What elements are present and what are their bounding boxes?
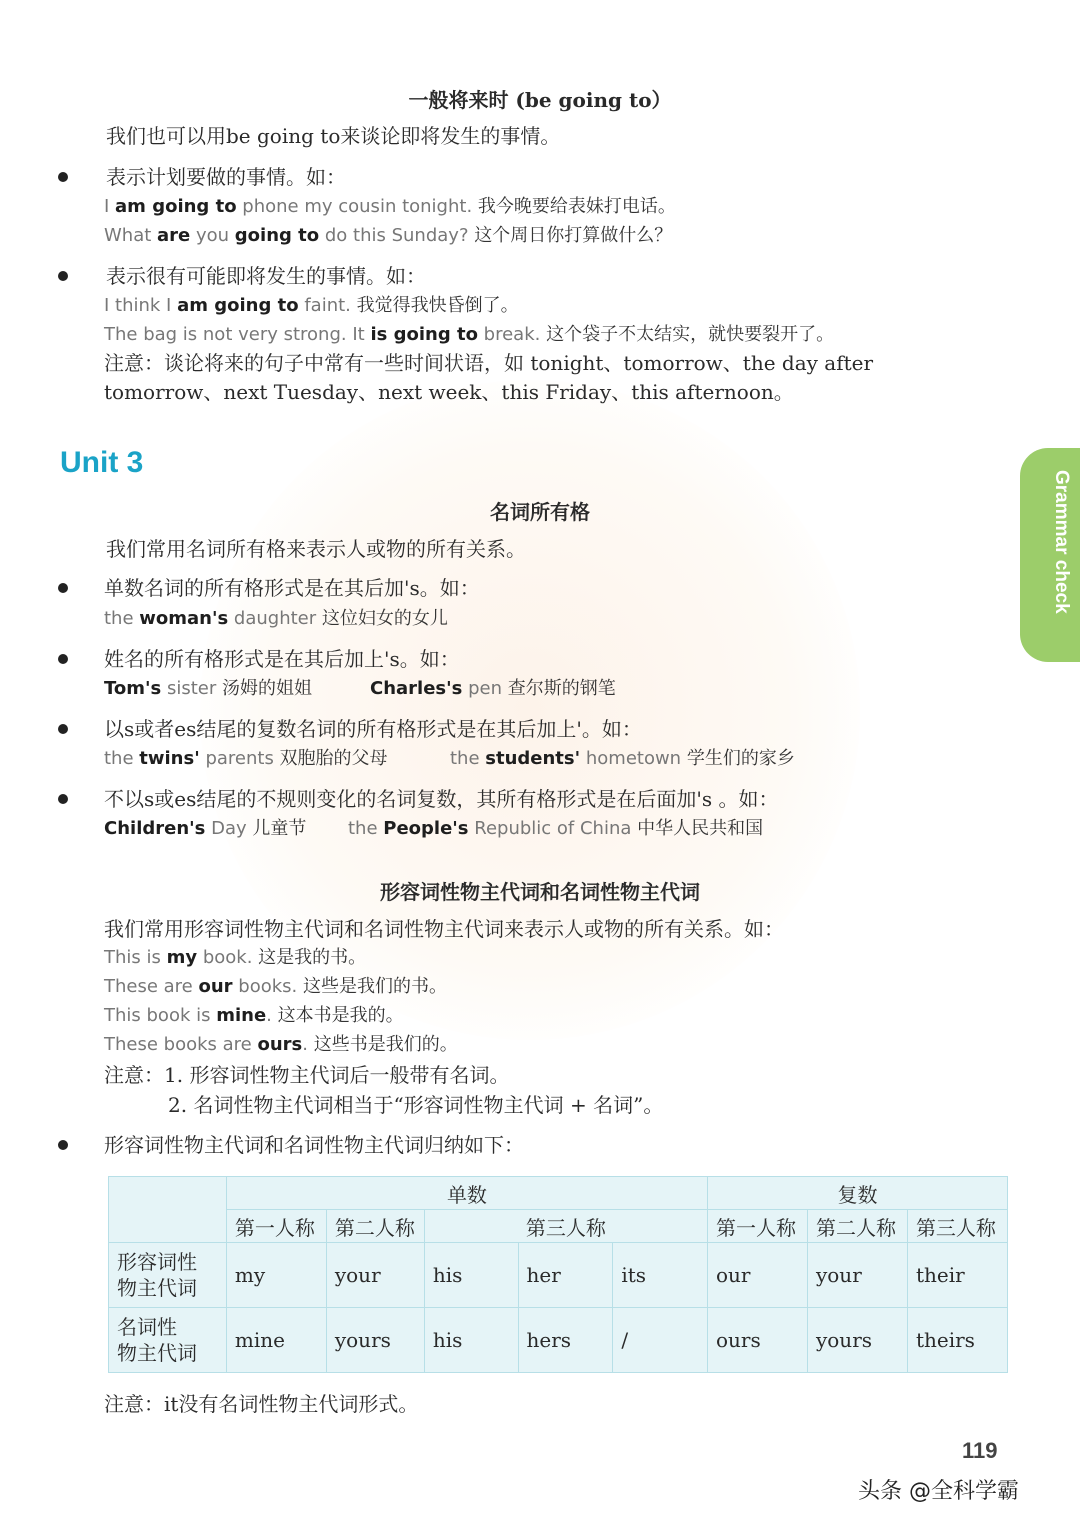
section-title-possessive-pronouns: 形容词性物主代词和名词性物主代词 bbox=[380, 880, 700, 904]
table-cell: yours bbox=[326, 1308, 424, 1373]
example-sentence: This book is mine. 这本书是我的。 bbox=[104, 1005, 404, 1026]
table-cell: her bbox=[518, 1243, 613, 1308]
table-cell: yours bbox=[807, 1308, 907, 1373]
table-cell: your bbox=[326, 1243, 424, 1308]
example-phrase: the People's Republic of China 中华人民共和国 bbox=[348, 818, 764, 839]
note-text: tomorrow、next Tuesday、next week、this Friday、this afternoon。 bbox=[104, 380, 794, 404]
table-cell: / bbox=[613, 1308, 708, 1373]
bullet-icon bbox=[58, 724, 68, 734]
example-sentence: What are you going to do this Sunday? 这个周日你打算做什么？ bbox=[104, 225, 673, 246]
table-cell: ours bbox=[708, 1308, 808, 1373]
example-sentence: These are our books. 这些是我们的书。 bbox=[104, 976, 447, 997]
example-sentence: These books are ours. 这些书是我们的。 bbox=[104, 1034, 458, 1055]
example-sentence: This is my book. 这是我的书。 bbox=[104, 947, 367, 968]
bullet-text: 表示很有可能即将发生的事情。如： bbox=[106, 264, 426, 288]
bullet-icon bbox=[58, 271, 68, 281]
table-cell: your bbox=[807, 1243, 907, 1308]
table-cell: its bbox=[613, 1243, 708, 1308]
note-text: 2. 名词性物主代词相当于“形容词性物主代词 + 名词”。 bbox=[168, 1093, 664, 1117]
example-phrase: Tom's sister 汤姆的姐姐 bbox=[104, 678, 312, 699]
table-header-person: 第三人称 bbox=[907, 1210, 1007, 1243]
example-sentence: I am going to phone my cousin tonight. 我今晚要给表妹打电话。 bbox=[104, 196, 676, 217]
table-header-plural: 复数 bbox=[708, 1177, 1008, 1210]
example-phrase: Charles's pen 查尔斯的钢笔 bbox=[370, 678, 616, 699]
table-row bbox=[109, 1308, 1008, 1373]
note-text: 注意：it没有名词性物主代词形式。 bbox=[104, 1392, 419, 1416]
bullet-text: 表示计划要做的事情。如： bbox=[106, 165, 346, 189]
table-cell: his bbox=[424, 1243, 518, 1308]
table-cell: our bbox=[708, 1243, 808, 1308]
source-watermark: 头条 @全科学霸 bbox=[858, 1479, 1019, 1504]
table-corner-cell bbox=[109, 1177, 227, 1243]
example-sentence: The bag is not very strong. It is going to break. 这个袋子不太结实，就快要裂开了。 bbox=[104, 324, 835, 345]
table-cell: his bbox=[424, 1308, 518, 1373]
table-header-person: 第二人称 bbox=[807, 1210, 907, 1243]
example-phrase: Children's Day 儿童节 bbox=[104, 818, 307, 839]
unit-heading: Unit 3 bbox=[60, 446, 144, 479]
example-phrase: the students' hometown 学生们的家乡 bbox=[450, 748, 795, 769]
bullet-icon bbox=[58, 794, 68, 804]
page-number: 119 bbox=[962, 1438, 998, 1463]
table-row-label: 名词性 物主代词 bbox=[109, 1308, 227, 1373]
section-title-possessive: 名词所有格 bbox=[490, 500, 590, 524]
bullet-text: 单数名词的所有格形式是在其后加's。如： bbox=[104, 576, 480, 600]
intro-text: 我们常用形容词性物主代词和名词性物主代词来表示人或物的所有关系。如： bbox=[104, 917, 784, 941]
table-header-person: 第一人称 bbox=[226, 1210, 326, 1243]
table-cell: theirs bbox=[907, 1308, 1007, 1373]
table-header-person: 第三人称 bbox=[424, 1210, 707, 1243]
table-cell: hers bbox=[518, 1308, 613, 1373]
table-row bbox=[109, 1243, 1008, 1308]
table-cell: their bbox=[907, 1243, 1007, 1308]
intro-text: 我们也可以用be going to来谈论即将发生的事情。 bbox=[106, 124, 561, 148]
bullet-text: 不以s或es结尾的不规则变化的名词复数，其所有格形式是在后面加's 。如： bbox=[104, 787, 779, 811]
bullet-text: 姓名的所有格形式是在其后加上's。如： bbox=[104, 647, 460, 671]
table-cell: my bbox=[226, 1243, 326, 1308]
table-header-person: 第二人称 bbox=[326, 1210, 424, 1243]
table-header-person: 第一人称 bbox=[708, 1210, 808, 1243]
bullet-text: 形容词性物主代词和名词性物主代词归纳如下： bbox=[104, 1133, 524, 1157]
bullet-icon bbox=[58, 1140, 68, 1150]
example-phrase: the woman's daughter 这位妇女的女儿 bbox=[104, 608, 448, 629]
bullet-icon bbox=[58, 583, 68, 593]
table-header-singular: 单数 bbox=[226, 1177, 707, 1210]
example-phrase: the twins' parents 双胞胎的父母 bbox=[104, 748, 388, 769]
section-title-be-going-to: 一般将来时 (be going to） bbox=[408, 88, 672, 112]
table-cell: mine bbox=[226, 1308, 326, 1373]
pronoun-table bbox=[108, 1176, 1008, 1373]
bullet-icon bbox=[58, 654, 68, 664]
bullet-icon bbox=[58, 172, 68, 182]
table-row-label: 形容词性 物主代词 bbox=[109, 1243, 227, 1308]
side-tab-grammar-check: Grammar check bbox=[1020, 448, 1080, 662]
example-sentence: I think I am going to faint. 我觉得我快昏倒了。 bbox=[104, 295, 519, 316]
note-text: 注意：1. 形容词性物主代词后一般带有名词。 bbox=[104, 1063, 510, 1087]
intro-text: 我们常用名词所有格来表示人或物的所有关系。 bbox=[106, 537, 526, 561]
note-text: 注意：谈论将来的句子中常有一些时间状语，如 tonight、tomorrow、the day after bbox=[104, 351, 874, 375]
bullet-text: 以s或者es结尾的复数名词的所有格形式是在其后加上'。如： bbox=[104, 717, 642, 741]
